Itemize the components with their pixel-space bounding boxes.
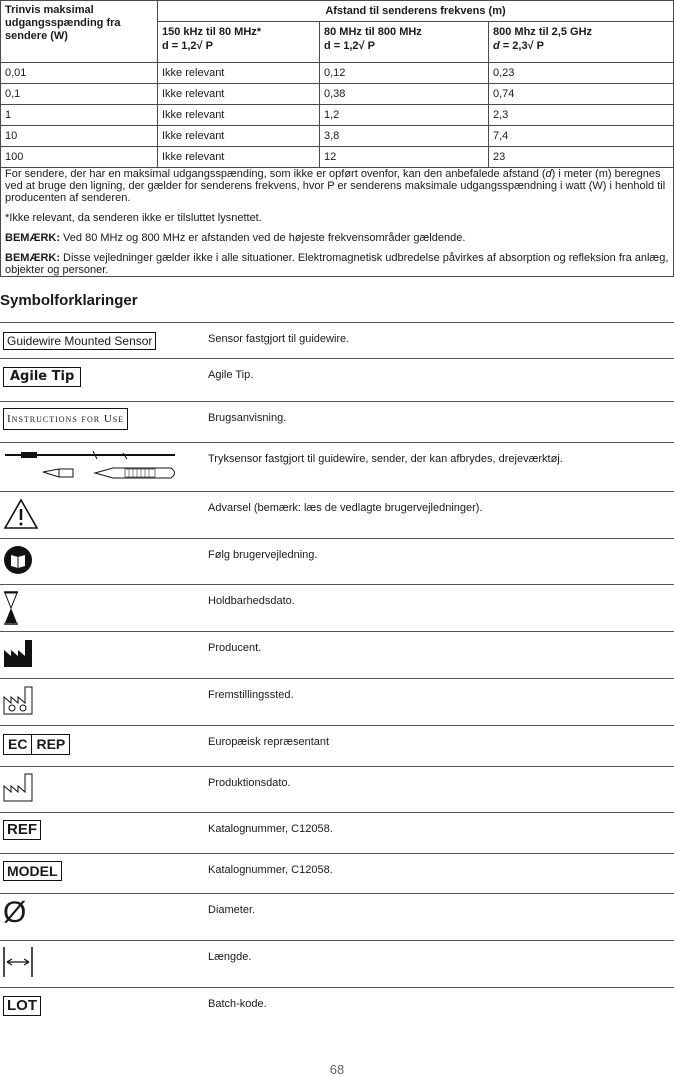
header-distance: Afstand til senderens frekvens (m)	[158, 1, 674, 22]
note-label: BEMÆRK:	[5, 232, 60, 244]
table-row	[1, 105, 674, 126]
guidewire-mounted-sensor-icon	[3, 332, 156, 350]
band-formula	[493, 39, 669, 53]
cell-power: 10	[1, 126, 158, 147]
rep-label: REP	[36, 736, 66, 752]
symbol-description: Brugsanvisning.	[208, 412, 287, 424]
symbol-description: Sensor fastgjort til guidewire.	[208, 333, 350, 345]
band-freq: 800 Mhz til 2,5 GHz	[493, 26, 593, 38]
cell-band3: 2,3	[489, 105, 674, 126]
band-formula: d = 1,2√ P	[324, 40, 375, 52]
hourglass-icon	[3, 591, 19, 630]
table-row	[1, 126, 674, 147]
cell-band3: 0,74	[489, 84, 674, 105]
symbol-description: Agile Tip.	[208, 369, 254, 381]
symbol-description: Holdbarhedsdato.	[208, 595, 295, 607]
list-item	[0, 853, 674, 893]
ref-icon	[3, 820, 41, 840]
band-formula-rest: = 2,3√ P	[499, 40, 544, 52]
band-header-3	[489, 22, 674, 63]
follow-instructions-icon	[3, 545, 33, 580]
cell-band1: Ikke relevant	[158, 63, 320, 84]
symbol-description: Længde.	[208, 951, 252, 963]
notes-cell	[1, 168, 674, 277]
band-formula-var: d	[493, 40, 500, 52]
note-remark-2	[5, 252, 669, 276]
cell-power: 1	[1, 105, 158, 126]
symbol-description: Batch-kode.	[208, 998, 267, 1010]
icon-label: Instructions for Use	[3, 408, 128, 430]
symbol-description: Katalognummer, C12058.	[208, 823, 333, 835]
list-item	[0, 631, 674, 678]
cell-band3: 0,23	[489, 63, 674, 84]
cell-band1: Ikke relevant	[158, 126, 320, 147]
ec-rep-icon	[3, 734, 70, 755]
list-item	[0, 538, 674, 584]
cell-band2: 12	[320, 147, 489, 168]
list-item	[0, 584, 674, 631]
symbol-description: Tryksensor fastgjort til guidewire, sender, der kan afbrydes, drejeværktøj.	[208, 453, 563, 465]
length-icon	[3, 946, 33, 983]
table-notes	[1, 168, 674, 277]
list-item	[0, 940, 674, 987]
symbol-description: Følg brugervejledning.	[208, 549, 318, 561]
pressure-wire-device-icon	[3, 447, 179, 492]
cell-band1: Ikke relevant	[158, 147, 320, 168]
table-row	[1, 147, 674, 168]
icon-label: MODEL	[3, 861, 62, 881]
table-row	[1, 63, 674, 84]
symbol-description: Europæisk repræsentant	[208, 736, 330, 748]
note-remark-1	[5, 232, 669, 244]
band-formula: d = 1,2√ P	[162, 40, 213, 52]
list-item	[0, 766, 674, 812]
list-item	[0, 322, 674, 358]
cell-band1: Ikke relevant	[158, 105, 320, 126]
lot-icon	[3, 996, 41, 1016]
symbol-description: Advarsel (bemærk: læs de vedlagte brugervejledninger).	[208, 502, 483, 514]
note-var: d	[545, 168, 552, 180]
cell-power: 0,1	[1, 84, 158, 105]
ec-label: EC	[4, 735, 32, 754]
list-item	[0, 401, 674, 442]
note-not-relevant: *Ikke relevant, da senderen ikke er tilsluttet lysnettet.	[5, 212, 262, 224]
note-text: For sendere, der har en maksimal udgangsspænding, som ikke er opført ovenfor, kan den anbefalede afstand (	[5, 168, 546, 180]
cell-band2: 0,38	[320, 84, 489, 105]
list-item	[0, 812, 674, 853]
symbol-description: Produktionsdato.	[208, 777, 291, 789]
band-freq: 80 MHz til 800 MHz	[324, 26, 422, 38]
band-header-1	[158, 22, 320, 63]
symbol-description: Katalognummer, C12058.	[208, 864, 333, 876]
cell-band2: 0,12	[320, 63, 489, 84]
symbol-description: Fremstillingssted.	[208, 689, 294, 701]
icon-label: LOT	[3, 996, 41, 1016]
list-item	[0, 358, 674, 401]
manufacturing-site-icon	[3, 685, 33, 720]
page-number: 68	[329, 1062, 345, 1077]
icon-label: REF	[3, 820, 41, 840]
manufacturer-icon	[3, 638, 33, 673]
manufacture-date-icon	[3, 772, 33, 807]
note-label: BEMÆRK:	[5, 252, 60, 264]
distance-table	[0, 0, 674, 277]
note-text: Ved 80 MHz og 800 MHz er afstanden ved de højeste frekvensområder gældende.	[60, 232, 466, 244]
header-output-power: Trinvis maksimal udgangsspænding fra sendere (W)	[1, 1, 158, 63]
list-item	[0, 893, 674, 940]
table-row	[1, 84, 674, 105]
agile-tip-icon	[3, 367, 81, 387]
cell-power: 100	[1, 147, 158, 168]
note-text: ) i meter (m) beregnes ved at bruge den ligning, der gælder for senderens frekvens, hvor P er senderens maksimale udgangsspændning i watt (W) i henhold til producenten af senderen.	[5, 168, 666, 204]
cell-band2: 1,2	[320, 105, 489, 126]
diameter-icon: Ø	[3, 896, 27, 929]
model-icon	[3, 861, 62, 881]
list-item	[0, 442, 674, 491]
instructions-for-use-icon	[3, 408, 128, 430]
band-freq: 150 kHz til 80 MHz*	[162, 26, 262, 38]
cell-band3: 7,4	[489, 126, 674, 147]
band-header-2	[320, 22, 489, 63]
list-item	[0, 678, 674, 725]
list-item	[0, 987, 674, 1034]
list-item	[0, 725, 674, 766]
cell-band3: 23	[489, 147, 674, 168]
icon-label: Guidewire Mounted Sensor	[3, 332, 156, 350]
warning-icon	[3, 498, 39, 535]
symbol-description: Producent.	[208, 642, 262, 654]
cell-band1: Ikke relevant	[158, 84, 320, 105]
cell-power: 0,01	[1, 63, 158, 84]
symbol-description: Diameter.	[208, 904, 256, 916]
note-formula	[5, 168, 669, 204]
symbols-title: Symbolforklaringer	[0, 292, 138, 309]
note-text: Disse vejledninger gælder ikke i alle situationer. Elektromagnetisk udbredelse påvirkes af absorption og refleksion fra anlæg, objekter og personer.	[5, 252, 669, 276]
list-item	[0, 491, 674, 538]
cell-band2: 3,8	[320, 126, 489, 147]
symbol-list	[0, 322, 674, 1034]
icon-label: Agile Tip	[3, 367, 81, 387]
